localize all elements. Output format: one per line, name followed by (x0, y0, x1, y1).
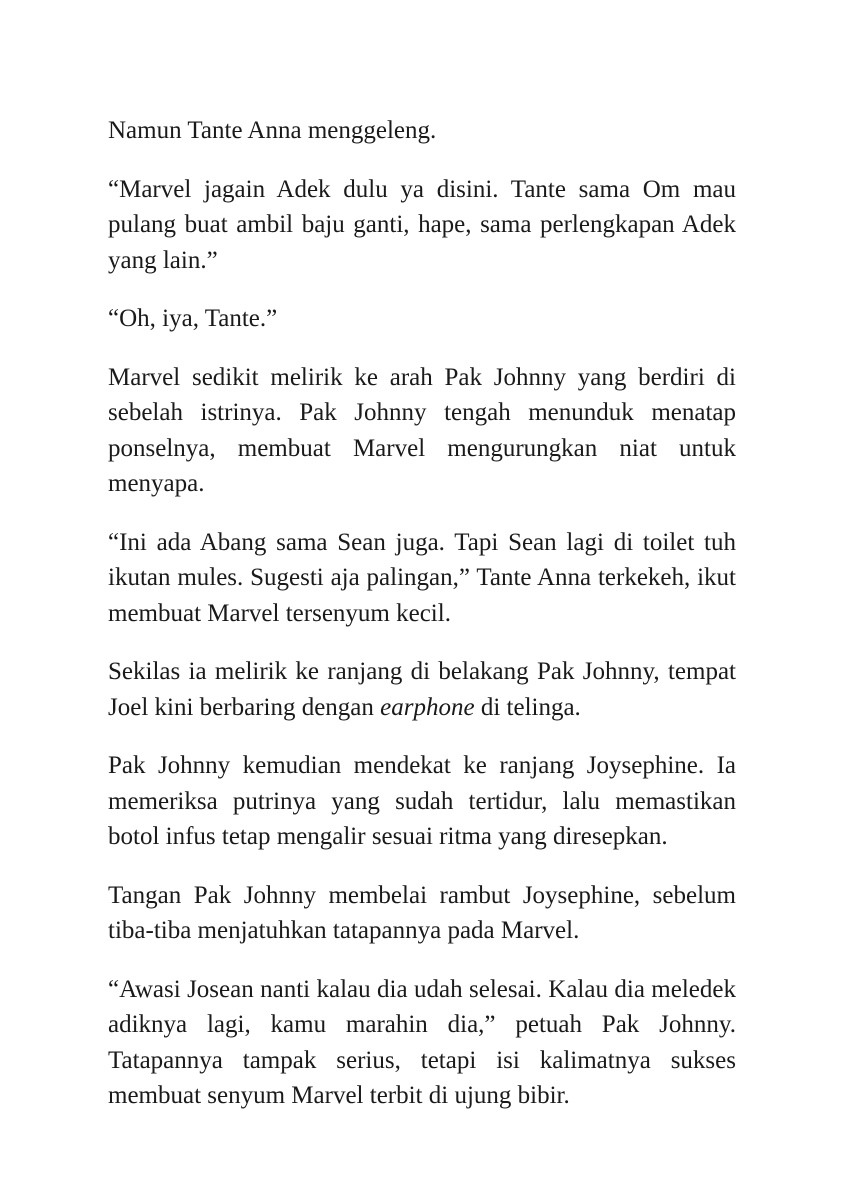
paragraph-6 (108, 654, 736, 725)
paragraph-6-text-after: di telinga. (474, 693, 581, 721)
paragraph-4: Marvel sedikit melirik ke arah Pak Johnny yang berdiri di sebelah istrinya. Pak Johnny tengah menunduk menatap ponselnya, membuat Marvel mengurungkan niat untuk menyapa. (108, 363, 736, 497)
paragraph-2: “Marvel jagain Adek dulu ya disini. Tante sama Om mau pulang buat ambil baju ganti, hape, sama perlengkapan Adek yang lain.” (108, 175, 736, 274)
paragraph-7: Pak Johnny kemudian mendekat ke ranjang Joysephine. Ia memeriksa putrinya yang sudah tertidur, lalu memastikan botol infus tetap mengalir sesuai ritma yang diresepkan. (108, 752, 736, 850)
paragraph-1: Namun Tante Anna menggeleng. (108, 117, 437, 144)
paragraph-9: “Awasi Josean nanti kalau dia udah selesai. Kalau dia meledek adiknya lagi, kamu marahin dia,” petuah Pak Johnny. Tatapannya tampak serius, tetapi isi kalimatnya sukses membuat senyum Marvel terbit di ujung bibir. (108, 975, 736, 1109)
paragraph-3: “Oh, iya, Tante.” (108, 305, 278, 332)
paragraph-8: Tangan Pak Johnny membelai rambut Joysephine, sebelum tiba-tiba menjatuhkan tatapannya pada Marvel. (108, 881, 736, 944)
paragraph-6-italic-term: earphone (380, 693, 475, 721)
paragraph-6-text-before: Sekilas ia melirik ke ranjang di belakang Pak Johnny, tempat Joel kini berbaring dengan (108, 658, 736, 721)
story-text (108, 113, 736, 1137)
paragraph-5: “Ini ada Abang sama Sean juga. Tapi Sean lagi di toilet tuh ikutan mules. Sugesti aja palingan,” Tante Anna terkekeh, ikut membuat Marvel tersenyum kecil. (108, 528, 736, 627)
